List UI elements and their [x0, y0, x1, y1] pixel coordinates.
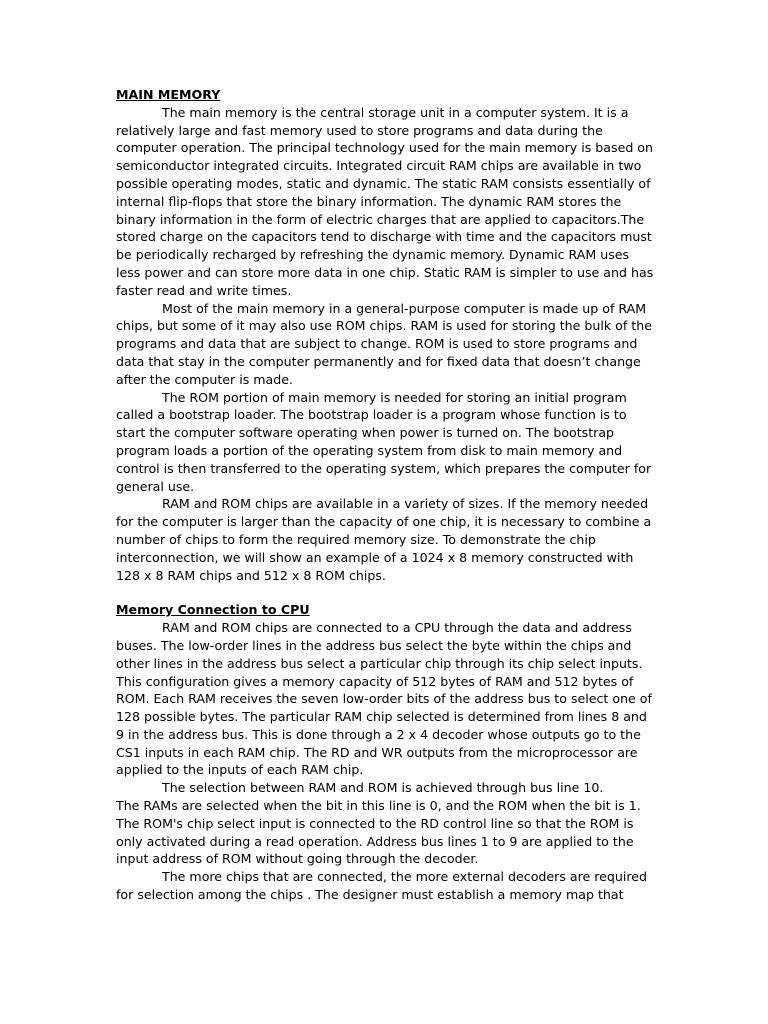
section-main-memory	[116, 86, 656, 584]
paragraph: The more chips that are connected, the more external decoders are required for selection among the chips . The designer must establish a memory map that	[116, 869, 648, 903]
paragraph: The ROM portion of main memory is needed for storing an initial program called a bootstrap loader. The bootstrap loader is a program whose function is to start the computer software operating when power is turned on. The bootstrap program loads a portion of the operating system from disk to main memory and control is then transferred to the operating system, which prepares the computer for general use.	[116, 389, 652, 494]
paragraph: RAM and ROM chips are connected to a CPU through the data and address buses. The low-order lines in the address bus select the byte within the chips and other lines in the address bus select a particular chip through its chip select inputs. This configuration gives a memory capacity of 512 bytes of RAM and 512 bytes of ROM. Each RAM receives the seven low-order bits of the address bus to select one of 128 possible bytes. The particular RAM chip selected is determined from lines 8 and 9 in the address bus. This is done through a 2 x 4 decoder whose outputs go to the CS1 inputs in each RAM chip. The RD and WR outputs from the microprocessor are applied to the inputs of each RAM chip.	[116, 620, 652, 778]
section-heading: Memory Connection to CPU	[116, 602, 310, 618]
document-page	[116, 86, 656, 904]
paragraph: Most of the main memory in a general-purpose computer is made up of RAM chips, but some of it may also use ROM chips. RAM is used for storing the bulk of the programs and data that are subject to change. ROM is used to store programs and data that stay in the computer permanently and for fixed data that doesn’t change after the computer is made.	[116, 300, 652, 387]
paragraph: The main memory is the central storage unit in a computer system. It is a relatively large and fast memory used to store programs and data during the computer operation. The principal technology used for the main memory is based on semiconductor integrated circuits. Integrated circuit RAM chips are available in two possible operating modes, static and dynamic. The static RAM consists essentially of internal flip-flops that store the binary information. The dynamic RAM stores the binary information in the form of electric charges that are applied to capacitors.The stored charge on the capacitors tend to discharge with time and the capacitors must be periodically recharged by refreshing the dynamic memory. Dynamic RAM uses less power and can store more data in one chip. Static RAM is simpler to use and has faster read and write times.	[116, 104, 654, 298]
section-heading: MAIN MEMORY	[116, 87, 221, 102]
paragraph: The selection between RAM and ROM is achieved through bus line 10.	[162, 780, 604, 796]
paragraph: The RAMs are selected when the bit in this line is 0, and the ROM when the bit is 1. The ROM's chip select input is connected to the RD control line so that the ROM is only activated during a read operation. Address bus lines 1 to 9 are applied to the input address of ROM without going through the decoder.	[116, 798, 641, 867]
paragraph: RAM and ROM chips are available in a variety of sizes. If the memory needed for the computer is larger than the capacity of one chip, it is necessary to combine a number of chips to form the required memory size. To demonstrate the chip interconnection, we will show an example of a 1024 x 8 memory constructed with 128 x 8 RAM chips and 512 x 8 ROM chips.	[116, 496, 652, 583]
section-memory-connection	[116, 601, 656, 904]
